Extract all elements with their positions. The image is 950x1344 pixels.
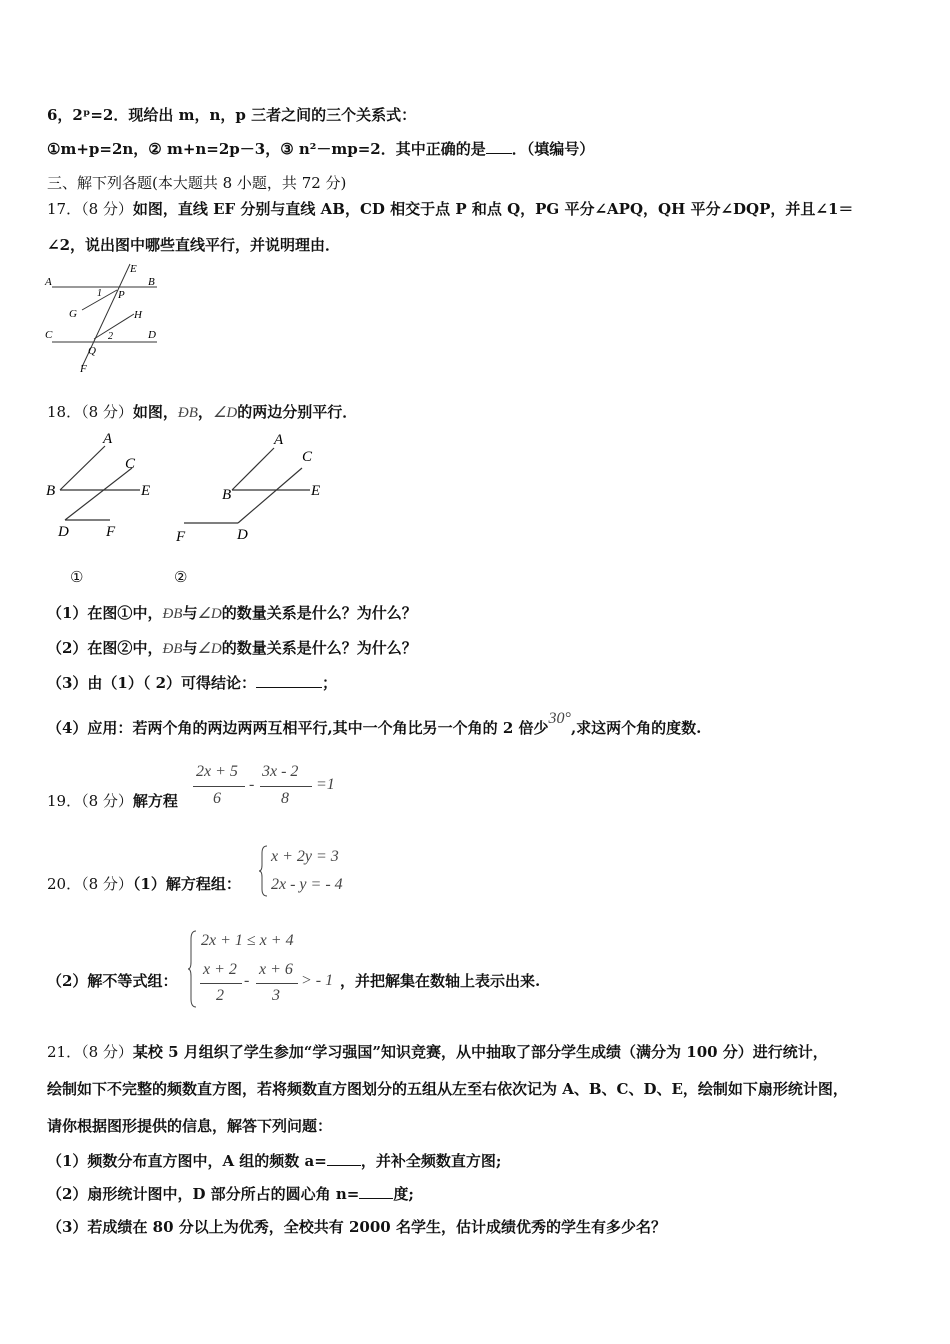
q18-figure-1 <box>40 428 170 543</box>
angle-b: ÐB <box>177 405 198 421</box>
q19-fraction-bar-1 <box>193 786 245 787</box>
q18-p2-a: （2）在图②中， <box>47 639 163 657</box>
q21-part3: （3）若成绩在 80 分以上为优秀，全校共有 2000 名学生，估计成绩优秀的学生有多少名？ <box>47 1218 666 1236</box>
q18-p3: （3）由（1）（ 2）可得结论： <box>47 674 257 692</box>
q17-line2: ∠2，说出图中哪些直线平行，并说明理由． <box>47 236 341 254</box>
q21-line2: 绘制如下不完整的频数直方图，若将频数直方图划分的五组从左至右依次记为 A、B、C、D、E，绘制如下扇形统计图， <box>47 1080 848 1098</box>
relations-end: ．（填编号） <box>511 140 595 158</box>
q20-frac-numerator-1: x + 2 <box>203 961 237 978</box>
q19-denominator-1: 6 <box>213 790 221 807</box>
fig1-line-ba <box>60 446 105 490</box>
q20-part2: （2）解不等式组： <box>47 972 178 990</box>
q18-p3-end: ； <box>322 674 338 692</box>
ray-qh <box>94 314 134 339</box>
q21-part2 <box>47 1183 414 1204</box>
frequency-blank <box>327 1165 361 1166</box>
q18-p4-a: （4）应用：若两个角的两边两两互相平行,其中一个角比另一个角的 2 倍少 <box>47 719 549 737</box>
fig2-label-e: E <box>311 483 321 499</box>
q19-minus: - <box>249 776 255 793</box>
label-f: F <box>80 363 87 375</box>
fig1-label-d: D <box>58 524 69 540</box>
label-1: 1 <box>97 288 102 299</box>
q21-part1 <box>47 1150 501 1171</box>
label-q: Q <box>88 345 96 357</box>
label-c: C <box>45 329 53 341</box>
p1-angle-d: ∠D <box>197 606 222 622</box>
q20-equation-2: 2x - y = - 4 <box>271 876 343 893</box>
label-a: A <box>45 276 52 288</box>
q20-inequality-1: 2x + 1 ≤ x + 4 <box>201 932 294 949</box>
q18-part2 <box>47 637 417 658</box>
conclusion-blank <box>256 687 322 688</box>
q19-line <box>47 790 178 811</box>
q17-number: 17．（8 分） <box>47 200 133 218</box>
q17-text1: 如图，直线 EF 分别与直线 AB，CD 相交于点 P 和点 Q，PG 平分∠APQ，QH 平分∠DQP，并且∠1＝ <box>132 200 854 218</box>
fig1-label-b: B <box>46 483 56 499</box>
label-2: 2 <box>108 331 113 342</box>
q21-p1: （1）频数分布直方图中，A 组的频数 a= <box>47 1152 327 1170</box>
label-d: D <box>148 329 156 341</box>
q20-frac-minus: - <box>244 972 250 989</box>
q21-p2: （2）扇形统计图中，D 部分所占的圆心角 n= <box>47 1185 360 1203</box>
q19-numerator-2: 3x - 2 <box>262 763 299 780</box>
fig2-label-c: C <box>302 449 313 465</box>
q19-denominator-2: 8 <box>281 790 289 807</box>
q18-p1-c: 的数量关系是什么？为什么？ <box>221 604 417 622</box>
q18-figure-2 <box>172 428 332 548</box>
q18-number: 18．（8 分） <box>47 403 133 421</box>
q20-line1 <box>47 873 241 894</box>
fig2-line-ba <box>232 448 274 490</box>
q18-p1-b: 与 <box>182 604 198 622</box>
q17-figure <box>42 262 172 377</box>
q19-text: 解方程 <box>132 792 178 810</box>
relations-line <box>47 138 594 159</box>
fig1-label-a: A <box>103 431 113 447</box>
p1-angle-b: ÐB <box>162 606 183 622</box>
fig2-label-a: A <box>274 432 284 448</box>
fig2-label-d: D <box>237 527 248 543</box>
q20-fraction-bar-2 <box>256 983 298 984</box>
q20-equation-1: x + 2y = 3 <box>271 848 339 865</box>
q18-line1 <box>47 401 357 422</box>
q20-frac-denominator-2: 3 <box>272 987 280 1004</box>
fig1-caption: ① <box>70 568 84 586</box>
q20-fraction-bar-1 <box>200 983 242 984</box>
q19-number: 19．（8 分） <box>47 792 133 810</box>
relations-text: ①m+p=2n，② m+n=2p－3，③ n²－mp=2．其中正确的是 <box>47 140 486 158</box>
q20-frac-numerator-2: x + 6 <box>259 961 293 978</box>
q18-p2-b: 与 <box>182 639 198 657</box>
q18-text-b: 的两边分别平行． <box>237 403 358 421</box>
angle-d: ∠D <box>212 405 238 421</box>
q18-p1-a: （1）在图①中， <box>47 604 163 622</box>
p2-angle-d: ∠D <box>197 641 222 657</box>
q18-part1 <box>47 602 417 623</box>
answer-blank <box>486 153 512 154</box>
fig2-line-dc <box>238 468 302 523</box>
label-e: E <box>130 263 137 275</box>
degree-value: 30° <box>548 710 571 727</box>
fig1-label-c: C <box>125 456 136 472</box>
fig2-label-f: F <box>176 529 186 545</box>
q20-number: 20．（8 分） <box>47 875 133 893</box>
q18-p2-c: 的数量关系是什么？为什么？ <box>221 639 417 657</box>
q19-rhs: =1 <box>316 776 335 793</box>
q21-number: 21．（8 分） <box>47 1043 133 1061</box>
q18-part3 <box>47 672 337 693</box>
label-g: G <box>69 308 77 320</box>
q20-system-brace <box>259 845 269 897</box>
q20-frac-denominator-1: 2 <box>216 987 224 1004</box>
q19-fraction-bar-2 <box>260 786 312 787</box>
fig1-label-e: E <box>141 483 151 499</box>
q20-text: （1）解方程组： <box>132 875 241 893</box>
problem-16-continuation: 6，2ᵖ=2．现给出 m，n，p 三者之间的三个关系式： <box>47 106 417 124</box>
q21-line3: 请你根据图形提供的信息，解答下列问题： <box>47 1117 333 1135</box>
angle-blank <box>359 1198 393 1199</box>
q20-frac-rhs: > - 1 <box>301 972 334 989</box>
label-b: B <box>148 276 155 288</box>
fig2-label-b: B <box>222 487 232 503</box>
q18-p4-b: ,求这两个角的度数. <box>570 719 702 737</box>
q17-line1 <box>47 198 853 219</box>
p2-angle-b: ÐB <box>162 641 183 657</box>
q21-p1-end: ，并补全频数直方图; <box>360 1152 502 1170</box>
q19-numerator-1: 2x + 5 <box>196 763 238 780</box>
q21-p2-end: 度; <box>393 1185 414 1203</box>
q20-inequality-brace <box>188 930 198 1008</box>
fig1-label-f: F <box>106 524 116 540</box>
q18-text-a: 如图， <box>132 403 178 421</box>
label-p: P <box>118 289 125 301</box>
label-h: H <box>134 309 142 321</box>
q21-line1 <box>47 1041 828 1062</box>
q20-part2-end: ，并把解集在数轴上表示出来. <box>340 972 541 990</box>
fig2-caption: ② <box>174 568 188 586</box>
q18-sep: ， <box>197 403 213 421</box>
q21-text1: 某校 5 月组织了学生参加“学习强国”知识竞赛，从中抽取了部分学生成绩（满分为 100 分）进行统计， <box>132 1043 828 1061</box>
section-heading: 三、解下列各题(本大题共 8 小题，共 72 分) <box>47 174 347 192</box>
q18-part4 <box>47 710 702 738</box>
